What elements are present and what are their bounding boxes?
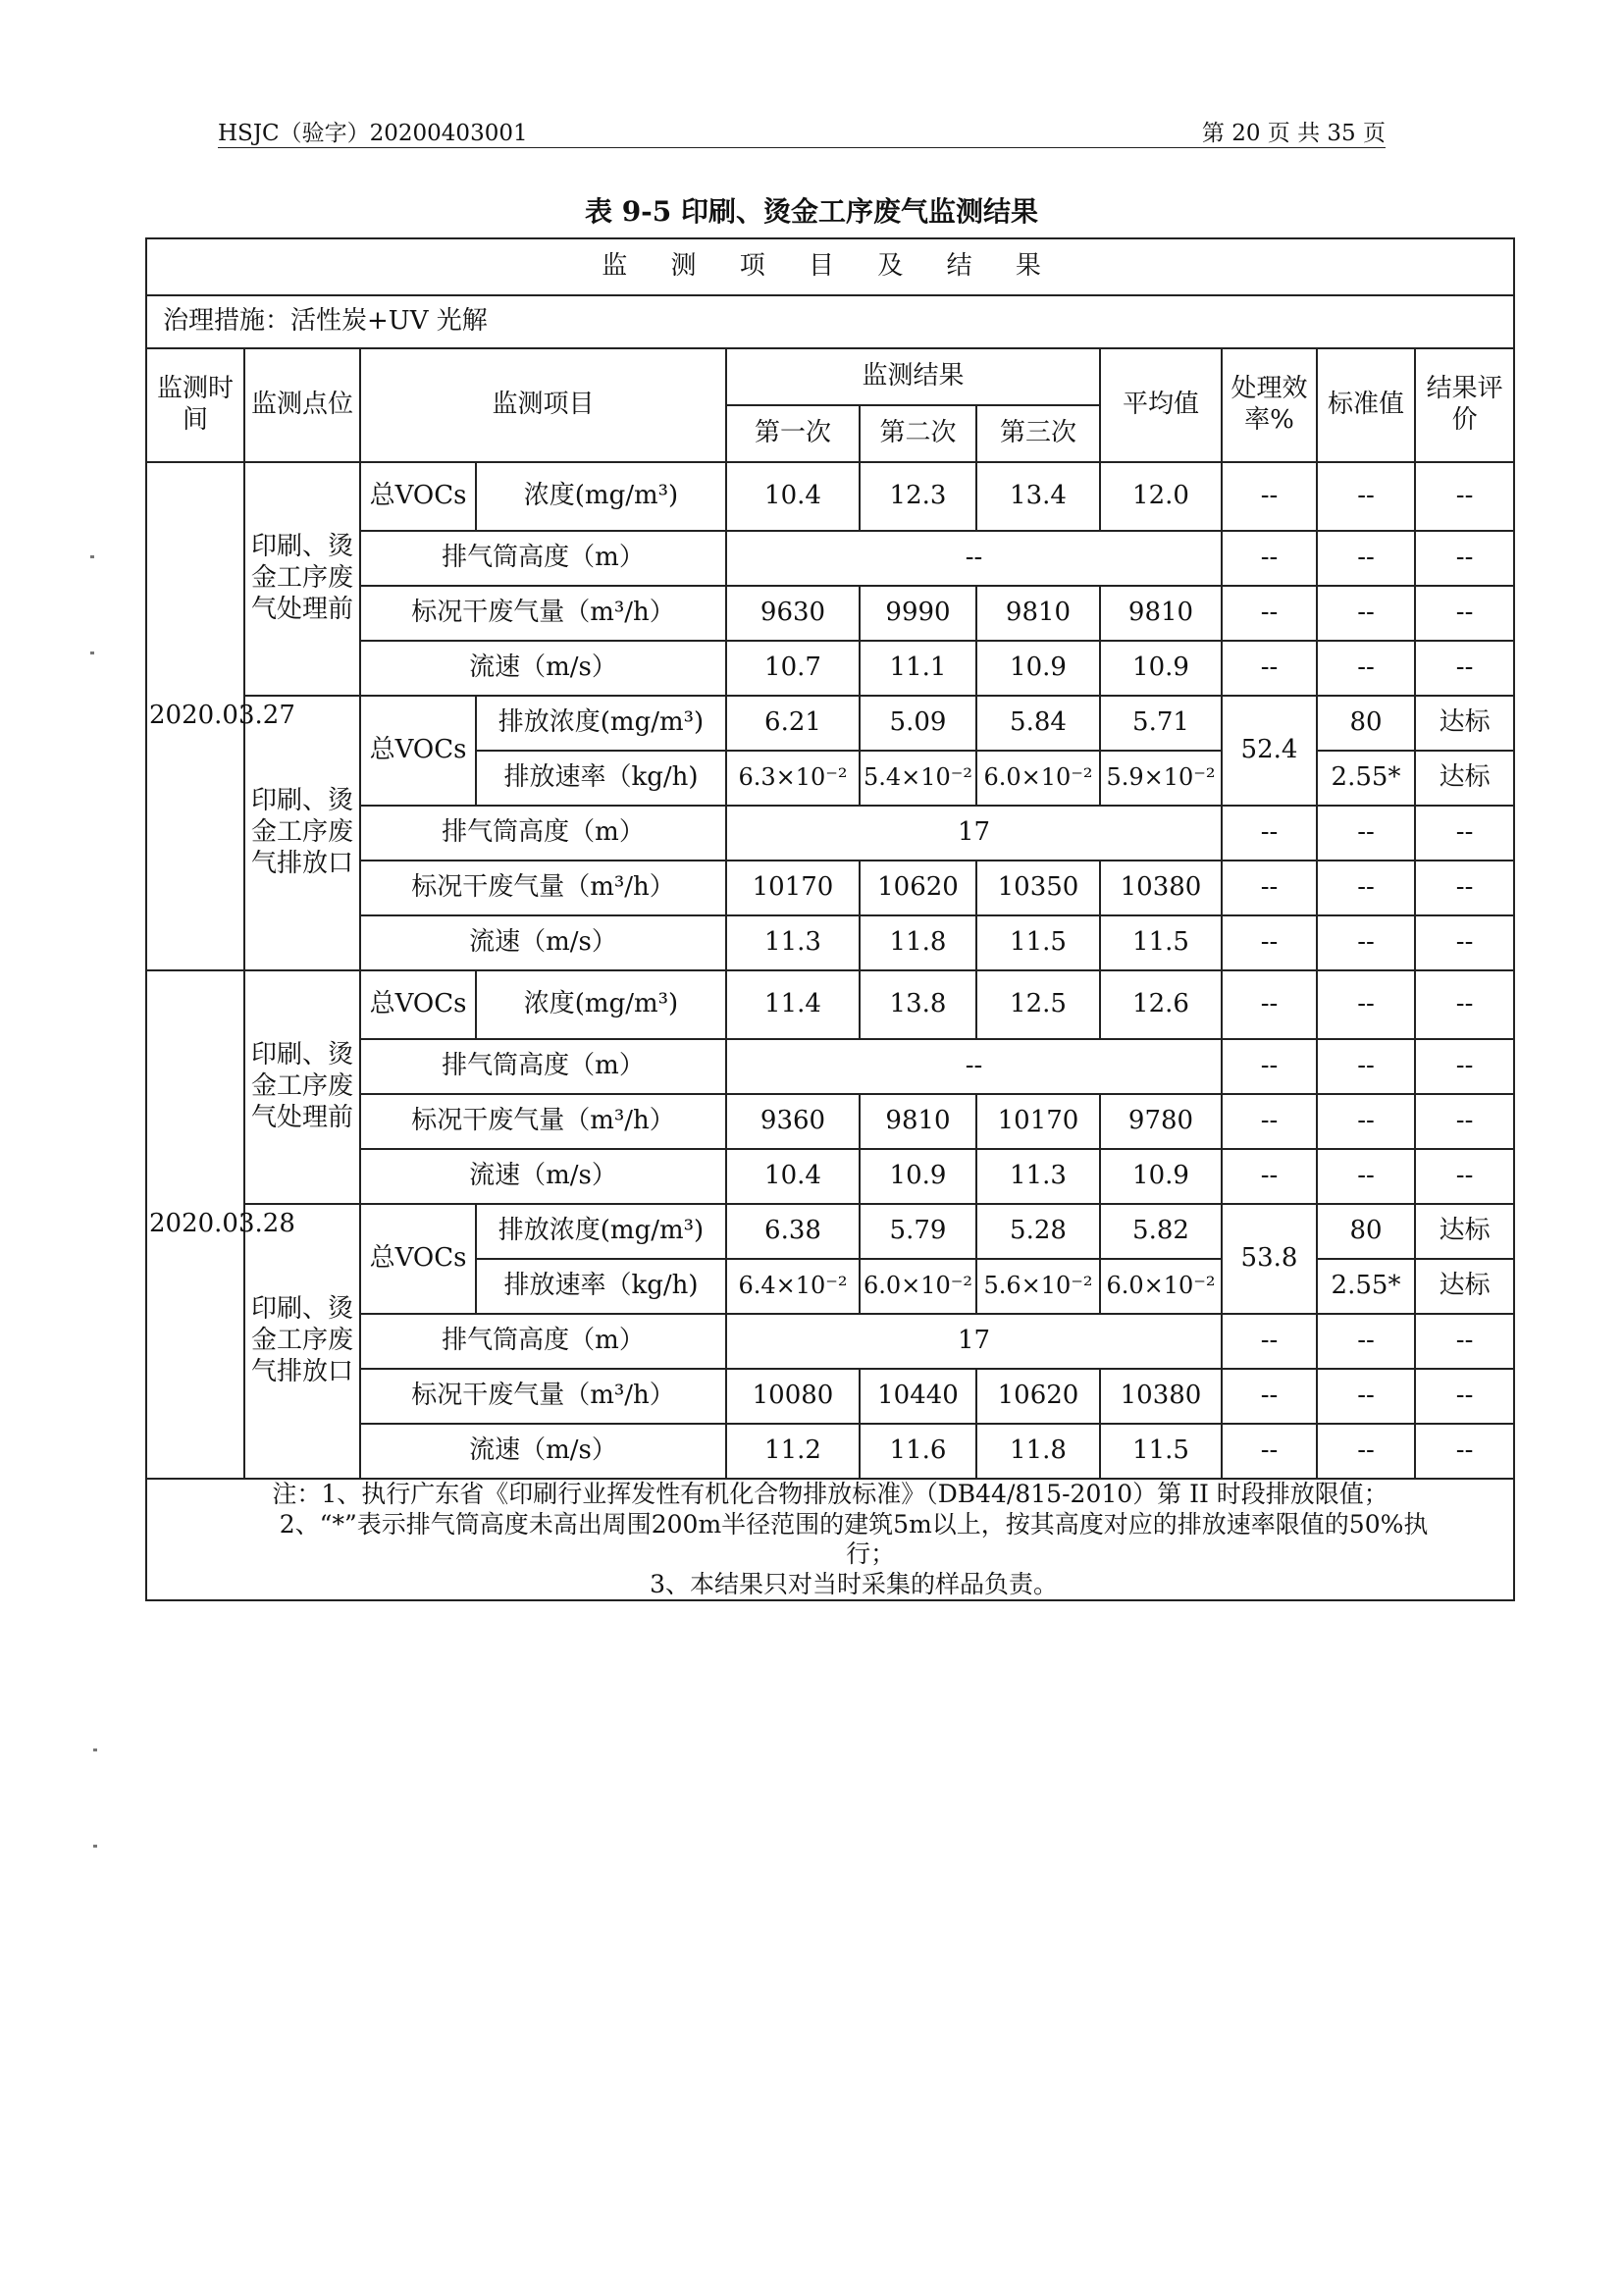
value-cell: 9360 (726, 1094, 860, 1149)
header-standard: 标准值 (1317, 348, 1415, 462)
point-cell: 印刷、烫金工序废气排放口 (244, 1204, 360, 1479)
scan-speck (93, 1748, 97, 1751)
header-efficiency: 处理效率% (1222, 348, 1317, 462)
efficiency-cell: -- (1222, 1424, 1317, 1479)
header-first: 第一次 (726, 405, 860, 462)
evaluation-cell: -- (1415, 1094, 1514, 1149)
header-item: 监测项目 (360, 348, 726, 462)
efficiency-cell: -- (1222, 586, 1317, 641)
date-cell: 2020.03.27 (146, 462, 244, 970)
value-cell: 5.4×10⁻² (860, 751, 976, 806)
table-caption: 表 9-5 印刷、烫金工序废气监测结果 (584, 195, 1039, 228)
average-cell: 12.6 (1100, 970, 1222, 1039)
standard-cell: 2.55* (1317, 1259, 1415, 1314)
value-cell: 5.79 (860, 1204, 976, 1259)
value-cell: 11.8 (976, 1424, 1100, 1479)
point-cell: 印刷、烫金工序废气处理前 (244, 970, 360, 1204)
value-cell: 13.4 (976, 462, 1100, 531)
efficiency-cell: -- (1222, 641, 1317, 696)
efficiency-cell: -- (1222, 462, 1317, 531)
average-cell: 5.82 (1100, 1204, 1222, 1259)
standard-cell: -- (1317, 531, 1415, 586)
value-cell: 5.6×10⁻² (976, 1259, 1100, 1314)
average-cell: 10380 (1100, 861, 1222, 915)
item-label: 标况干废气量（m³/h） (360, 586, 726, 641)
value-cell: 17 (726, 1314, 1222, 1369)
efficiency-cell: -- (1222, 1094, 1317, 1149)
note-1: 注：1、执行广东省《印刷行业挥发性有机化合物排放标准》（DB44/815-2010）第 II 时段排放限值； (272, 1480, 1388, 1508)
value-cell: 11.6 (860, 1424, 976, 1479)
evaluation-cell: -- (1415, 641, 1514, 696)
header-third: 第三次 (976, 405, 1100, 462)
value-cell: 11.4 (726, 970, 860, 1039)
item-label: 排放速率（kg/h) (476, 1259, 726, 1314)
value-cell: 6.3×10⁻² (726, 751, 860, 806)
item-label: 标况干废气量（m³/h） (360, 1094, 726, 1149)
value-cell: 10080 (726, 1369, 860, 1424)
header-point: 监测点位 (244, 348, 360, 462)
date-cell: 2020.03.28 (146, 970, 244, 1479)
value-cell: 17 (726, 806, 1222, 861)
table-row (146, 696, 1514, 751)
note-2-cont: 行； (846, 1539, 896, 1568)
table-row (146, 1204, 1514, 1259)
value-cell: 11.5 (976, 915, 1100, 970)
standard-cell: -- (1317, 586, 1415, 641)
standard-cell: -- (1317, 1424, 1415, 1479)
treatment-measure: 治理措施：活性炭+UV 光解 (146, 295, 1514, 348)
average-cell: 11.5 (1100, 915, 1222, 970)
vocs-label: 总VOCs (360, 1204, 476, 1314)
value-cell: 9810 (860, 1094, 976, 1149)
efficiency-cell: -- (1222, 1149, 1317, 1204)
table-row (146, 462, 1514, 531)
standard-cell: -- (1317, 1149, 1415, 1204)
value-cell: 10170 (726, 861, 860, 915)
value-cell: 10170 (976, 1094, 1100, 1149)
scan-speck (90, 555, 94, 558)
efficiency-cell: -- (1222, 915, 1317, 970)
evaluation-cell: -- (1415, 462, 1514, 531)
average-cell: 5.9×10⁻² (1100, 751, 1222, 806)
standard-cell: -- (1317, 1369, 1415, 1424)
standard-cell: -- (1317, 1094, 1415, 1149)
item-label: 流速（m/s） (360, 641, 726, 696)
evaluation-cell: 达标 (1415, 1204, 1514, 1259)
item-label: 排气筒高度（m） (360, 806, 726, 861)
value-cell: 6.4×10⁻² (726, 1259, 860, 1314)
value-cell: 10620 (860, 861, 976, 915)
table-notes (146, 1479, 1514, 1600)
efficiency-cell: 52.4 (1222, 696, 1317, 806)
evaluation-cell: -- (1415, 806, 1514, 861)
standard-cell: -- (1317, 806, 1415, 861)
item-label: 标况干废气量（m³/h） (360, 861, 726, 915)
item-label: 排气筒高度（m） (360, 1314, 726, 1369)
standard-cell: 2.55* (1317, 751, 1415, 806)
table-row (146, 970, 1514, 1039)
value-cell: 11.3 (726, 915, 860, 970)
header-result: 监测结果 (726, 348, 1100, 405)
value-cell: 12.5 (976, 970, 1100, 1039)
scan-speck (90, 652, 94, 654)
item-label: 浓度(mg/m³) (476, 462, 726, 531)
note-2: 2、“*”表示排气筒高度未高出周围200m半径范围的建筑5m以上，按其高度对应的排放速率限值的50%执 (279, 1509, 1429, 1539)
value-cell: 6.0×10⁻² (976, 751, 1100, 806)
standard-cell: -- (1317, 641, 1415, 696)
average-cell: 5.71 (1100, 696, 1222, 751)
average-cell: 6.0×10⁻² (1100, 1259, 1222, 1314)
item-label: 排气筒高度（m） (360, 531, 726, 586)
value-cell: 10.4 (726, 462, 860, 531)
average-cell: 9810 (1100, 586, 1222, 641)
value-cell: 5.28 (976, 1204, 1100, 1259)
value-cell: 9630 (726, 586, 860, 641)
monitoring-results-table (145, 237, 1515, 1601)
header-average: 平均值 (1100, 348, 1222, 462)
value-cell: 11.2 (726, 1424, 860, 1479)
item-label: 流速（m/s） (360, 1424, 726, 1479)
item-label: 排放浓度(mg/m³) (476, 696, 726, 751)
value-cell: -- (726, 531, 1222, 586)
standard-cell: -- (1317, 970, 1415, 1039)
value-cell: 10440 (860, 1369, 976, 1424)
vocs-label: 总VOCs (360, 696, 476, 806)
value-cell: 10620 (976, 1369, 1100, 1424)
value-cell: 10.9 (860, 1149, 976, 1204)
value-cell: 10.4 (726, 1149, 860, 1204)
efficiency-cell: -- (1222, 1314, 1317, 1369)
value-cell: 11.8 (860, 915, 976, 970)
evaluation-cell: -- (1415, 861, 1514, 915)
report-number: HSJC（验字）20200403001 (218, 121, 528, 146)
evaluation-cell: -- (1415, 1149, 1514, 1204)
value-cell: 9990 (860, 586, 976, 641)
efficiency-cell: -- (1222, 806, 1317, 861)
evaluation-cell: -- (1415, 586, 1514, 641)
value-cell: 10.9 (976, 641, 1100, 696)
header-time: 监测时间 (146, 348, 244, 462)
standard-cell: 80 (1317, 1204, 1415, 1259)
evaluation-cell: -- (1415, 970, 1514, 1039)
value-cell: 10350 (976, 861, 1100, 915)
page-info: 第 20 页 共 35 页 (1201, 121, 1386, 146)
value-cell: 6.21 (726, 696, 860, 751)
value-cell: 5.09 (860, 696, 976, 751)
item-label: 排气筒高度（m） (360, 1039, 726, 1094)
evaluation-cell: -- (1415, 915, 1514, 970)
point-cell: 印刷、烫金工序废气排放口 (244, 696, 360, 970)
average-cell: 10.9 (1100, 1149, 1222, 1204)
value-cell: 10.7 (726, 641, 860, 696)
evaluation-cell: -- (1415, 531, 1514, 586)
value-cell: 6.38 (726, 1204, 860, 1259)
standard-cell: -- (1317, 1314, 1415, 1369)
header-second: 第二次 (860, 405, 976, 462)
value-cell: 11.1 (860, 641, 976, 696)
evaluation-cell: -- (1415, 1314, 1514, 1369)
table-title: 监 测 项 目 及 结 果 (146, 238, 1514, 295)
evaluation-cell: 达标 (1415, 751, 1514, 806)
value-cell: 9810 (976, 586, 1100, 641)
scan-speck (93, 1845, 97, 1848)
standard-cell: -- (1317, 462, 1415, 531)
average-cell: 11.5 (1100, 1424, 1222, 1479)
value-cell: 12.3 (860, 462, 976, 531)
evaluation-cell: 达标 (1415, 696, 1514, 751)
efficiency-cell: -- (1222, 531, 1317, 586)
evaluation-cell: 达标 (1415, 1259, 1514, 1314)
standard-cell: -- (1317, 861, 1415, 915)
efficiency-cell: -- (1222, 970, 1317, 1039)
item-label: 排放浓度(mg/m³) (476, 1204, 726, 1259)
value-cell: 6.0×10⁻² (860, 1259, 976, 1314)
average-cell: 9780 (1100, 1094, 1222, 1149)
evaluation-cell: -- (1415, 1369, 1514, 1424)
efficiency-cell: 53.8 (1222, 1204, 1317, 1314)
vocs-label: 总VOCs (360, 970, 476, 1039)
standard-cell: -- (1317, 915, 1415, 970)
value-cell: 11.3 (976, 1149, 1100, 1204)
vocs-label: 总VOCs (360, 462, 476, 531)
standard-cell: -- (1317, 1039, 1415, 1094)
standard-cell: 80 (1317, 696, 1415, 751)
average-cell: 10.9 (1100, 641, 1222, 696)
average-cell: 12.0 (1100, 462, 1222, 531)
item-label: 流速（m/s） (360, 1149, 726, 1204)
header-evaluation: 结果评价 (1415, 348, 1514, 462)
value-cell: -- (726, 1039, 1222, 1094)
efficiency-cell: -- (1222, 1369, 1317, 1424)
page-header (218, 116, 1386, 148)
note-3: 3、本结果只对当时采集的样品负责。 (650, 1569, 1059, 1598)
evaluation-cell: -- (1415, 1039, 1514, 1094)
point-cell: 印刷、烫金工序废气处理前 (244, 462, 360, 696)
item-label: 浓度(mg/m³) (476, 970, 726, 1039)
item-label: 排放速率（kg/h) (476, 751, 726, 806)
average-cell: 10380 (1100, 1369, 1222, 1424)
item-label: 标况干废气量（m³/h） (360, 1369, 726, 1424)
item-label: 流速（m/s） (360, 915, 726, 970)
value-cell: 5.84 (976, 696, 1100, 751)
value-cell: 13.8 (860, 970, 976, 1039)
evaluation-cell: -- (1415, 1424, 1514, 1479)
efficiency-cell: -- (1222, 861, 1317, 915)
efficiency-cell: -- (1222, 1039, 1317, 1094)
